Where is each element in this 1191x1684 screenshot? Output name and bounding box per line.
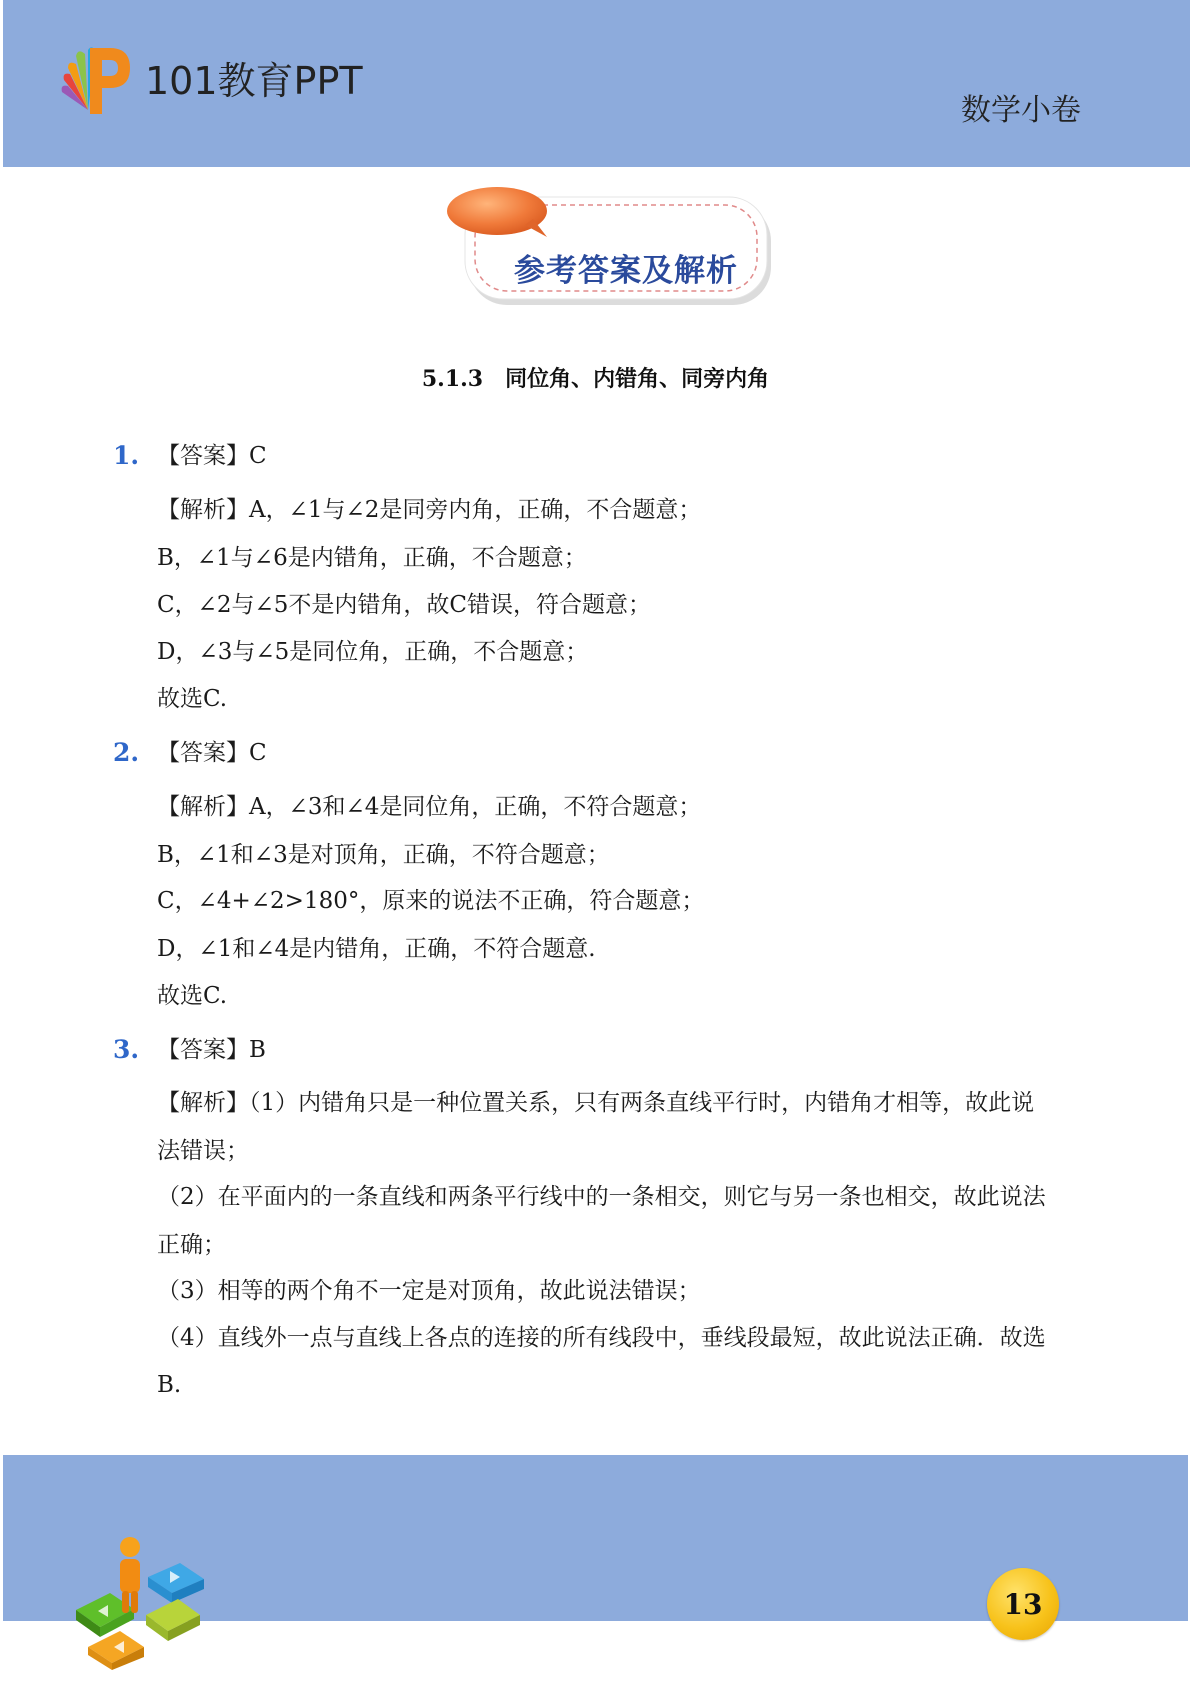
answer-line: 【答案】C — [157, 443, 267, 469]
analysis-line: B，∠1与∠6是内错角，正确，不合题意； — [157, 545, 587, 571]
analysis-line: B. — [157, 1372, 182, 1398]
section-heading — [0, 362, 1191, 393]
question-number: 3. — [113, 1035, 140, 1064]
answer-line: 【答案】B — [157, 1037, 266, 1063]
banner-title: 参考答案及解析 — [514, 253, 738, 289]
subject-title: 数学小卷 — [961, 93, 1081, 128]
colorful-cubes-figure-icon — [68, 1535, 218, 1670]
analysis-line: 【解析】A，∠1与∠2是同旁内角，正确，不合题意； — [157, 497, 702, 523]
analysis-line: 故选C. — [157, 686, 228, 712]
section-title: 同位角、内错角、同旁内角 — [505, 366, 770, 392]
page-number-badge — [987, 1568, 1059, 1640]
page-number: 13 — [1003, 1587, 1043, 1621]
analysis-line: C，∠4+∠2>180°，原来的说法不正确，符合题意； — [157, 888, 705, 914]
analysis-line: （3）相等的两个角不一定是对顶角，故此说法错误； — [157, 1278, 701, 1304]
analysis-line: 正确； — [157, 1232, 226, 1258]
analysis-line: 【解析】A，∠3和∠4是同位角，正确，不符合题意； — [157, 794, 702, 820]
analysis-line: 【解析】（1）内错角只是一种位置关系，只有两条直线平行时，内错角才相等，故此说 — [157, 1090, 1035, 1116]
section-number: 5.1.3 — [421, 366, 484, 392]
analysis-line: （4）直线外一点与直线上各点的连接的所有线段中，垂线段最短，故此说法正确．故选 — [157, 1325, 1046, 1351]
analysis-line: （2）在平面内的一条直线和两条平行线中的一条相交，则它与另一条也相交，故此说法 — [157, 1184, 1046, 1210]
brand-name: 101教育PPT — [145, 59, 363, 103]
question-number: 2. — [113, 738, 140, 767]
analysis-line: B，∠1和∠3是对顶角，正确，不符合题意； — [157, 842, 610, 868]
analysis-line: D，∠1和∠4是内错角，正确，不符合题意. — [157, 936, 596, 962]
brand-logo-icon — [58, 40, 138, 120]
analysis-line: 故选C. — [157, 983, 228, 1009]
answer-line: 【答案】C — [157, 740, 267, 766]
analysis-line: D，∠3与∠5是同位角，正确，不合题意； — [157, 639, 589, 665]
analysis-line: C，∠2与∠5不是内错角，故C错误，符合题意； — [157, 592, 652, 618]
question-number: 1. — [113, 441, 140, 470]
analysis-line: 法错误； — [157, 1138, 249, 1164]
